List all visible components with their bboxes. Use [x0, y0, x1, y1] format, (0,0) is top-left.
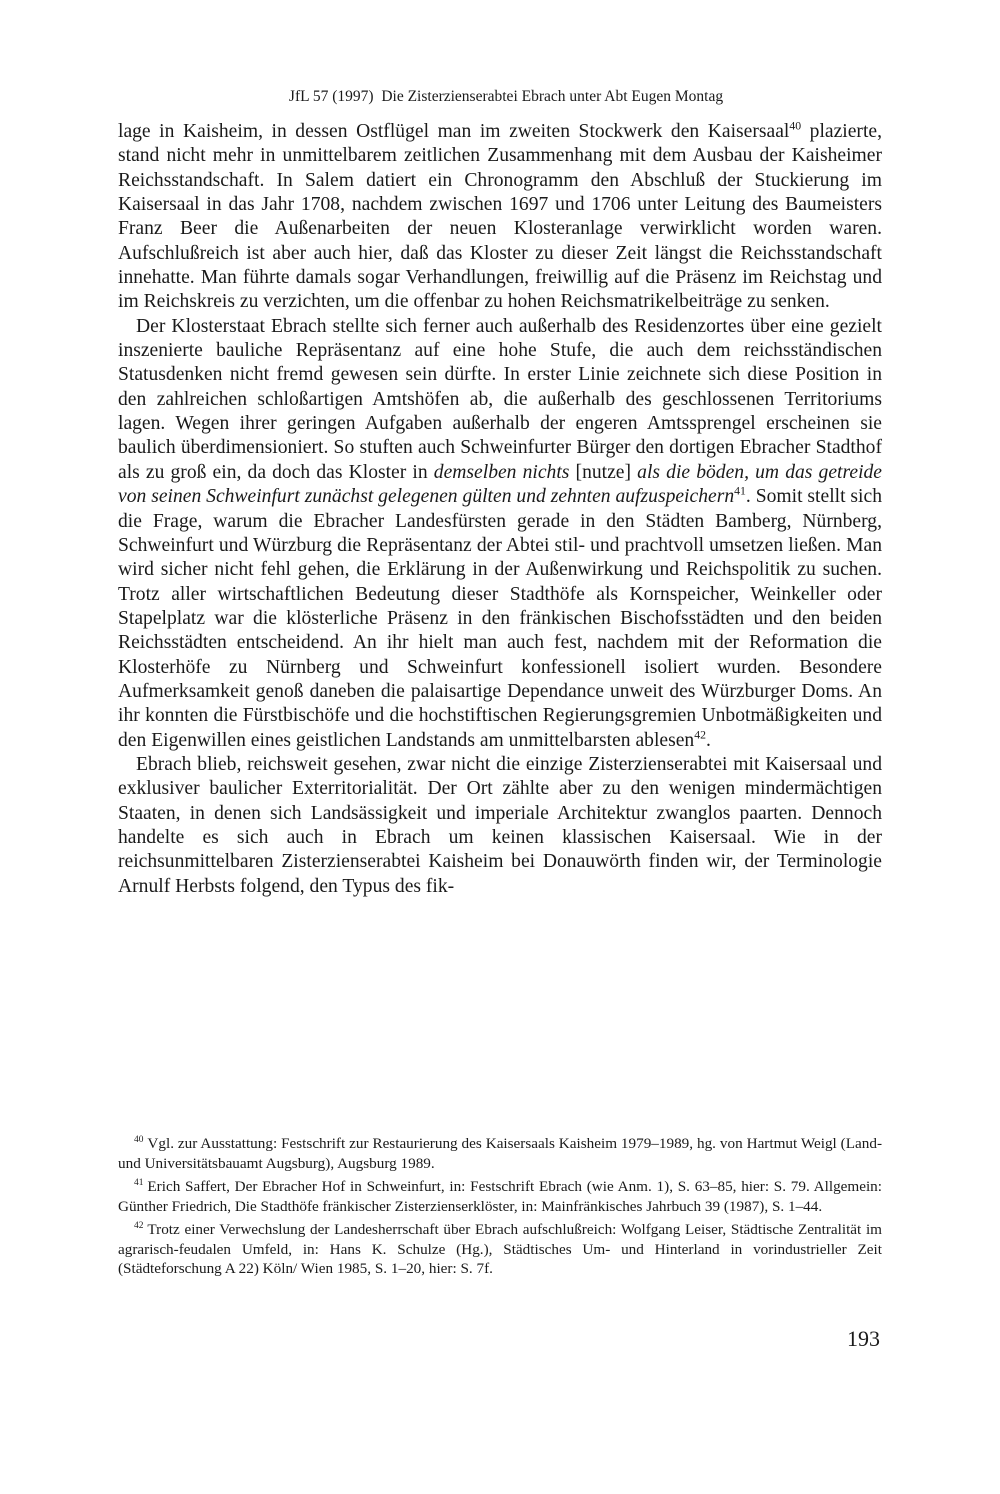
footnote-text: Trotz einer Verwechslung der Landesherrschaft über Ebrach aufschlußreich: Wolfgang Leiser, Städtische Zentralität im agrarisch-feudalen Umfeld, in: Hans K. Schulze (Hg.), Städtisches Um- und Hinterland in vorindustrieller Zeit (Städteforschung A 22) Köln/ Wien 1985, S. 1–20, hier: S. 7f.: [118, 1221, 882, 1277]
page-number: 193: [847, 1326, 880, 1351]
quote-italic-1: demselben nichts: [433, 461, 570, 483]
body-text: [118, 120, 882, 899]
paragraph-1-text-a: lage in Kaisheim, in dessen Ostflügel man im zweiten Stockwerk den Kaisersaal: [118, 121, 790, 142]
footnote-text: Vgl. zur Ausstattung: Festschrift zur Restaurierung des Kaisersaals Kaisheim 1979–1989, hg. von Hartmut Weigl (Land- und Universitätsbauamt Augsburg), Augsburg 1989.: [118, 1135, 882, 1172]
journal-citation: JfL 57 (1997): [288, 88, 374, 105]
footnotes: [118, 1134, 882, 1283]
footnote-text: Erich Saffert, Der Ebracher Hof in Schweinfurt, in: Festschrift Ebrach (wie Anm. 1), S. 63–85, hier: S. 79. Allgemein: Günther Friedrich, Die Stadthöfe fränkischer Zisterzienserklöster, in: Mainfränkisches Jahrbuch 39 (1987), S. 1–44.: [118, 1178, 882, 1215]
paragraph-2-text-a: Der Klosterstaat Ebrach stellte sich ferner auch außerhalb des Residenzortes über eine gezielt inszenierte bauliche Repräsentanz auf eine hohe Stufe, die auch dem reichsständischen Statusdenken nicht fremd gewesen sein dürfte. In erster Linie zeichnete sich diese Position in den zahlreichen schloßartigen Amtshöfen ab, die außerhalb des geschlossenen Territoriums lagen. Wegen ihrer geringen Aufgaben außerhalb der engeren Amtssprengel erscheinen sie baulich überdimensioniert. So stuften auch Schweinfurter Bürger den dortigen Ebracher Stadthof als zu groß ein, da doch das Kloster in: [118, 315, 882, 483]
paragraph-1-text-b: plazierte, stand nicht mehr in unmittelbarem zeitlichen Zusammenhang mit dem Ausbau der Kaisheimer Reichsstandschaft. In Salem datiert ein Chronogramm den Abschluß der Stuckierung im Kaisersaal in das Jahr 1708, nachdem zwischen 1697 und 1706 unter Leitung des Baumeisters Franz Beer die Außenarbeiten der neuen Klosteranlage verwirklicht worden waren. Aufschlußreich ist aber auch hier, daß das Kloster zu dieser Zeit längst die Reichsstandschaft innehatte. Man führte damals sogar Verhandlungen, freiwillig auf die Präsenz im Reichstag und im Reichskreis zu verzichten, um die offenbar zu hohen Reichsmatrikelbeiträge zu senken.: [118, 121, 882, 313]
footnote-number: 41: [134, 1177, 144, 1188]
footnote-number: 42: [134, 1220, 144, 1231]
footnote-41: [118, 1177, 882, 1216]
footnote-ref-41[interactable]: 41: [734, 484, 746, 498]
paragraph-1: [118, 120, 882, 315]
article-title: Die Zisterzienserabtei Ebrach unter Abt Eugen Montag: [381, 88, 724, 105]
footnote-40: [118, 1134, 882, 1173]
footnote-ref-40[interactable]: 40: [789, 119, 802, 133]
quote-italic-2: als die böden, um das getreide von seinen Schweinfurt zunächst gelegenen gülten und zehnten aufzuspeichern: [118, 461, 883, 508]
footnote-ref-42[interactable]: 42: [694, 728, 706, 742]
paragraph-2: [118, 315, 882, 753]
paragraph-2-text-c: [nutze]: [569, 461, 638, 483]
paragraph-2-text-e: .: [705, 729, 711, 751]
running-header: [0, 87, 1000, 107]
footnote-number: 40: [134, 1134, 144, 1145]
paragraph-3: Ebrach blieb, reichsweit gesehen, zwar nicht die einzige Zisterzienserabtei mit Kaisersaal und exklusiver baulicher Exterritorialität. Der Ort zählte aber zu den wenigen mindermächtigen Staaten, in denen sich Landsässigkeit und imperiale Architektur zwanglos paarten. Dennoch handelte es sich auch in Ebrach um keinen klassischen Kaisersaal. Wie in der reichsunmittelbaren Zisterzienserabtei Kaisheim bei Donauwörth finden wir, der Terminologie Arnulf Herbsts folgend, den Typus des fik-: [118, 753, 882, 897]
paragraph-2-text-d: . Somit stellt sich die Frage, warum die Ebracher Landesfürsten gerade in den Städten Bamberg, Nürnberg, Schweinfurt und Würzburg die Repräsentanz der Abtei stil- und prachtvoll umsetzen ließen. Man wird sicher nicht fehl gehen, die Erklärung in der Außenwirkung und Reichspolitik zu suchen. Trotz aller wirtschaftlichen Bedeutung dieser Stadthöfe als Kornspeicher, Weinkeller oder Stapelplatz war die klösterliche Präsenz in den fränkischen Bischofsstädten und den beiden Reichsstädten entscheidend. An ihr hielt man auch fest, nachdem mit der Reformation die Klosterhöfe zu Nürnberg und Schweinfurt konfessionell isoliert wurden. Besondere Aufmerksamkeit genoß daneben die palaisartige Dependance unweit des Würzburger Doms. An ihr konnten die Fürstbischöfe und die hochstiftischen Regierungsgremien Unbotmäßigkeiten und den Eigenwillen eines geistlichen Landstands am unmittelbarsten ablesen: [118, 486, 882, 751]
footnote-42: [118, 1220, 882, 1279]
